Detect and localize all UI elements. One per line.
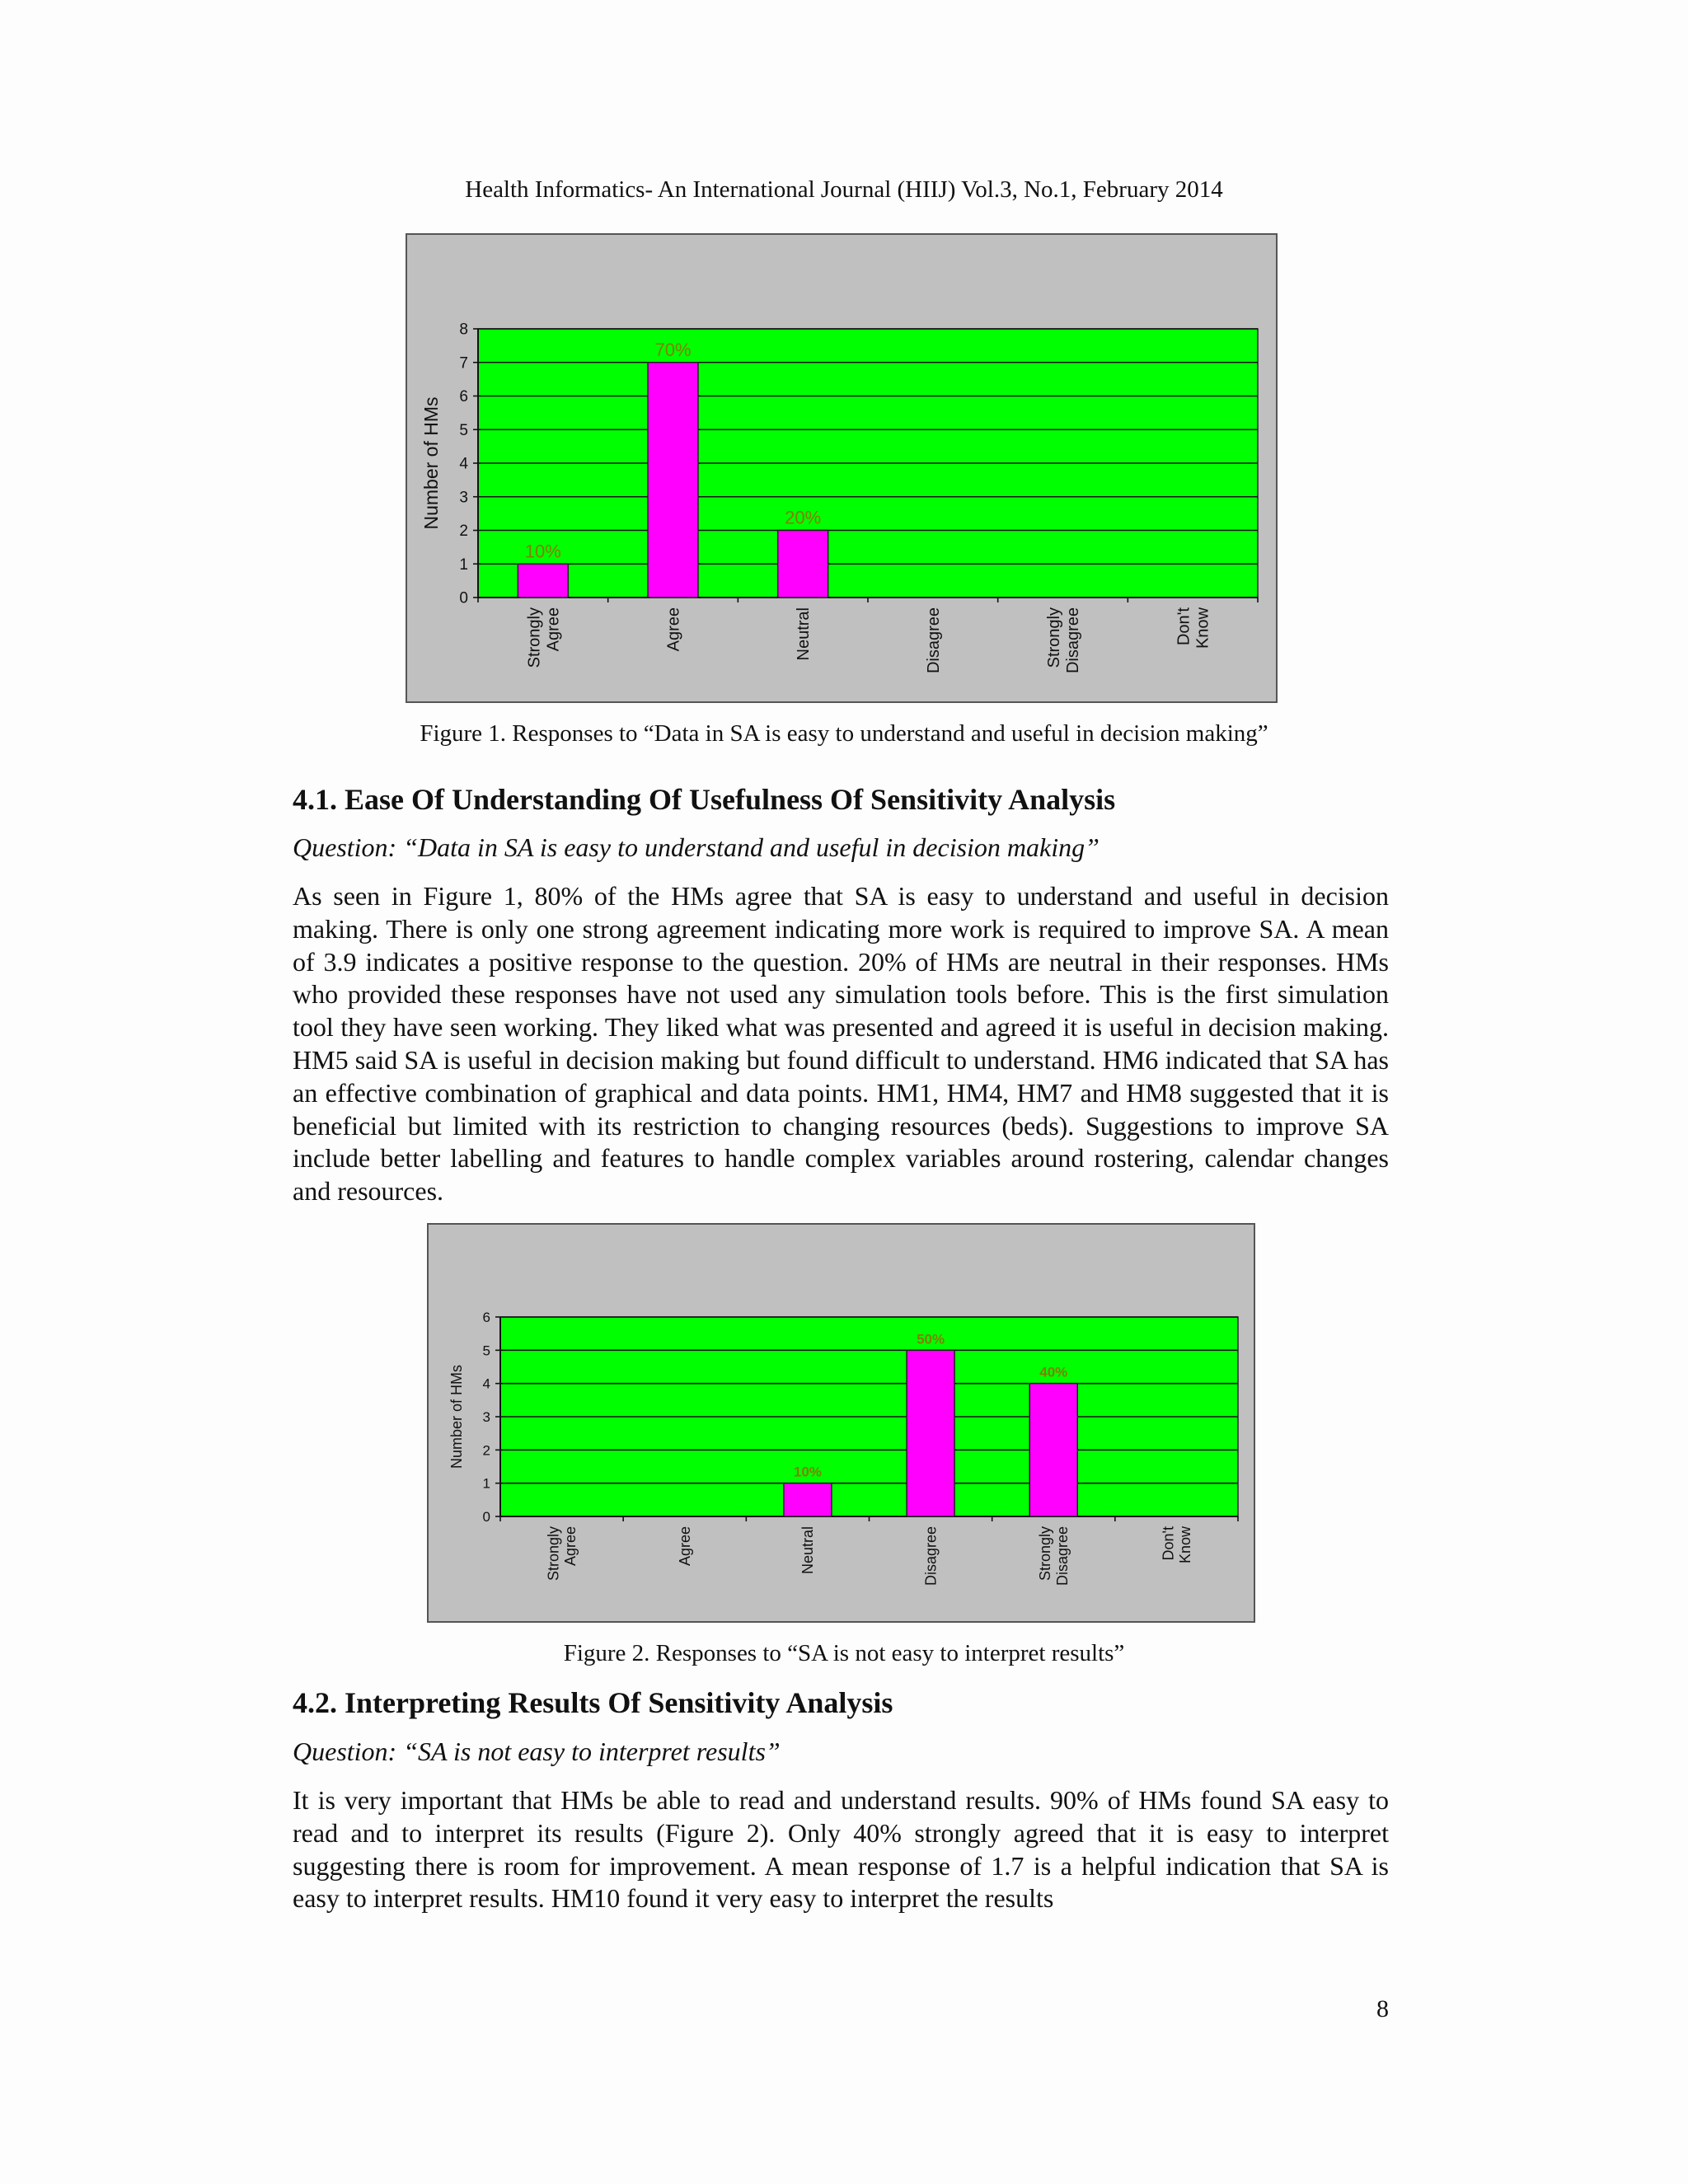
x-category-label: Neutral	[799, 1526, 817, 1575]
x-category-label: Strongly	[1045, 607, 1063, 668]
figure-1-svg	[407, 235, 1279, 705]
data-label: 40%	[1039, 1364, 1068, 1380]
y-tick-label: 6	[459, 388, 468, 406]
section-4-1-heading: 4.1. Ease Of Understanding Of Usefulness Of Sensitivity Analysis	[293, 783, 1116, 816]
figure-2-caption: Figure 2. Responses to “SA is not easy to interpret results”	[563, 1640, 1125, 1666]
y-tick-label: 3	[482, 1408, 490, 1425]
bar	[518, 564, 568, 598]
bar	[1029, 1384, 1077, 1516]
bar	[778, 531, 828, 598]
figure-2-svg	[429, 1225, 1257, 1624]
data-label: 20%	[785, 507, 822, 528]
section-4-1-paragraph: As seen in Figure 1, 80% of the HMs agree that SA is easy to understand and useful in decision making. There is only one strong agreement indicating more work is required to improve SA. A mean of 3.9 indicates a positive response to the question. 20% of HMs are neutral in their responses. HMs who provided these responses have not used any simulation tools before. This is the first simulation tool they have seen working. They liked what was presented and agreed it is useful in decision making. HM5 said SA is useful in decision making but found difficult to understand. HM6 indicated that SA has an effective combination of graphical and data points. HM1, HM4, HM7 and HM8 suggested that it is beneficial but limited with its restriction to changing resources (beds). Suggestions to improve SA include better labelling and features to handle complex variables around rostering, calendar changes and resources.	[293, 881, 1389, 1207]
x-category-label: Agree	[664, 607, 683, 652]
x-category-label: Agree	[562, 1526, 579, 1567]
x-category-label: Don't	[1160, 1526, 1177, 1561]
y-tick-label: 0	[482, 1508, 490, 1525]
bar	[907, 1350, 954, 1516]
section-4-2-heading: 4.2. Interpreting Results Of Sensitivity Analysis	[293, 1686, 893, 1719]
data-label: 70%	[654, 339, 692, 360]
section-4-2-paragraph: It is very important that HMs be able to read and understand results. 90% of HMs found SA easy to read and to interpret its results (Figure 2). Only 40% strongly agreed that it is easy to interpret suggesting there is room for improvement. A mean response of 1.7 is a helpful indication that SA is easy to interpret results. HM10 found it very easy to interpret the results	[293, 1785, 1389, 1914]
x-category-label: Agree	[544, 607, 563, 652]
bar	[784, 1483, 832, 1516]
x-category-label: Strongly	[1037, 1526, 1054, 1582]
y-tick-label: 4	[482, 1376, 490, 1392]
y-tick-label: 1	[459, 555, 468, 574]
x-category-label: Know	[1177, 1526, 1194, 1564]
y-tick-label: 8	[459, 321, 468, 339]
x-category-label: Disagree	[924, 607, 943, 674]
page-number: 8	[1376, 1995, 1389, 2022]
y-tick-label: 3	[459, 489, 468, 507]
y-tick-label: 6	[482, 1309, 490, 1325]
y-tick-label: 1	[482, 1475, 490, 1492]
y-axis-title: Number of HMs	[420, 396, 442, 530]
x-category-label: Neutral	[795, 607, 814, 661]
y-tick-label: 0	[459, 589, 468, 607]
y-tick-label: 7	[459, 354, 468, 373]
figure-1-chart	[406, 233, 1278, 703]
x-category-label: Know	[1193, 607, 1212, 649]
y-axis-title: Number of HMs	[448, 1364, 465, 1469]
y-tick-label: 5	[459, 421, 468, 439]
section-4-1-question: Question: “Data in SA is easy to understand and useful in decision making”	[293, 832, 1100, 862]
y-tick-label: 2	[482, 1442, 490, 1459]
x-category-label: Disagree	[1064, 607, 1082, 674]
x-category-label: Don't	[1175, 607, 1193, 646]
x-category-label: Agree	[677, 1526, 694, 1567]
x-category-label: Strongly	[525, 607, 544, 668]
data-label: 10%	[524, 541, 561, 562]
y-tick-label: 4	[459, 455, 468, 473]
section-4-2-question: Question: “SA is not easy to interpret results”	[293, 1736, 781, 1766]
x-category-label: Disagree	[922, 1526, 940, 1586]
x-category-label: Disagree	[1053, 1526, 1071, 1586]
figure-1-caption: Figure 1. Responses to “Data in SA is easy to understand and useful in decision making”	[420, 720, 1268, 747]
data-label: 50%	[917, 1331, 945, 1347]
running-head: Health Informatics- An International Journal (HIIJ) Vol.3, No.1, February 2014	[465, 176, 1223, 203]
data-label: 10%	[793, 1464, 822, 1480]
y-tick-label: 5	[482, 1343, 490, 1359]
figure-2-chart	[427, 1223, 1255, 1623]
bar	[648, 363, 698, 598]
y-tick-label: 2	[459, 523, 468, 541]
x-category-label: Strongly	[545, 1526, 562, 1582]
